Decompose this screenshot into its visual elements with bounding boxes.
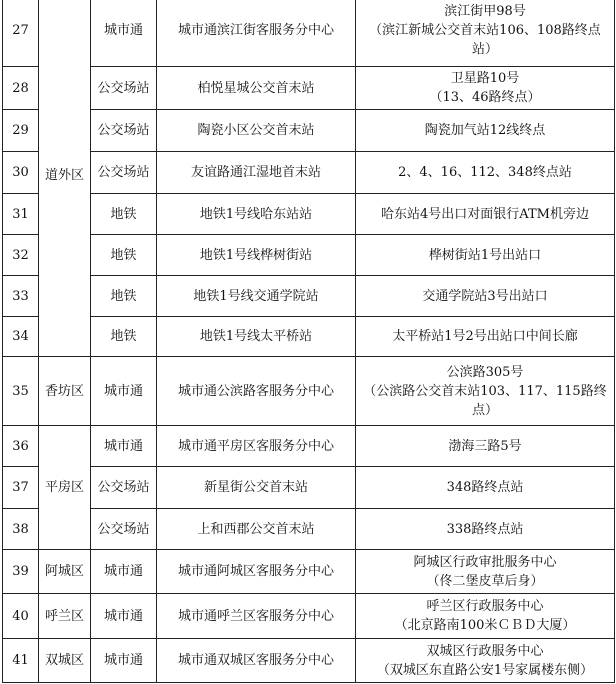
table-row	[3, 235, 615, 276]
address-line: （13、46路终点）	[429, 90, 541, 105]
service-type: 公交场站	[91, 110, 157, 152]
address-line: （佟二堡皮草后身）	[426, 573, 544, 589]
district-cell: 双城区	[39, 639, 91, 683]
service-type: 城市通	[91, 594, 157, 639]
service-point-name: 城市通滨江街客服务分中心	[157, 0, 356, 67]
row-number: 33	[3, 276, 39, 317]
service-point-name: 地铁1号线桦树街站	[157, 235, 356, 276]
service-type: 城市通	[91, 639, 157, 683]
table-row	[3, 194, 615, 235]
address-line: 公滨路305号	[446, 364, 524, 380]
service-point-name: 柏悦星城公交首末站	[157, 67, 356, 110]
service-point-address	[356, 426, 615, 467]
service-point-address	[356, 357, 615, 426]
service-point-address	[356, 235, 615, 276]
table-row	[3, 110, 615, 152]
district-cell: 呼兰区	[39, 594, 91, 639]
table-row	[3, 639, 615, 683]
table-row	[3, 317, 615, 357]
row-number: 29	[3, 110, 39, 152]
service-point-name: 陶瓷小区公交首末站	[157, 110, 356, 152]
service-point-name: 城市通阿城区客服务分中心	[157, 550, 356, 594]
table-row	[3, 152, 615, 194]
service-type: 城市通	[91, 550, 157, 594]
service-point-name: 地铁1号线哈东站站	[157, 194, 356, 235]
row-number: 36	[3, 426, 39, 467]
row-number: 31	[3, 194, 39, 235]
service-type: 地铁	[91, 317, 157, 357]
service-point-address	[356, 467, 615, 509]
table-row	[3, 67, 615, 110]
table-row	[3, 0, 615, 67]
row-number: 35	[3, 357, 39, 426]
service-type: 城市通	[91, 0, 157, 67]
table-row	[3, 357, 615, 426]
service-point-address	[356, 594, 615, 639]
service-point-name: 城市通平房区客服务分中心	[157, 426, 356, 467]
service-type: 公交场站	[91, 152, 157, 194]
table-row	[3, 509, 615, 550]
district-cell: 平房区	[39, 426, 91, 550]
table-row	[3, 594, 615, 639]
service-point-address	[356, 276, 615, 317]
address-line: 卫星路10号	[450, 71, 520, 86]
address-line: 阿城区行政审批服务中心	[413, 554, 557, 570]
address-line: 点）	[471, 402, 498, 418]
address-line: 2、4、16、112、348终点站	[398, 165, 572, 180]
address-line: 348路终点站	[446, 480, 524, 495]
service-point-address	[356, 317, 615, 357]
table-row	[3, 467, 615, 509]
row-number: 41	[3, 639, 39, 683]
address-line: 338路终点站	[446, 521, 524, 537]
row-number: 39	[3, 550, 39, 594]
service-type: 城市通	[91, 426, 157, 467]
address-line: 桦树街站1号出站口	[428, 247, 542, 263]
address-line: 滨江街甲98号	[444, 4, 526, 19]
address-line: 哈东站4号出口对面银行ATM机旁边	[381, 206, 589, 222]
table-row	[3, 550, 615, 594]
service-point-name: 地铁1号线太平桥站	[157, 317, 356, 357]
row-number: 32	[3, 235, 39, 276]
service-point-address	[356, 639, 615, 683]
service-point-name: 城市通双城区客服务分中心	[157, 639, 356, 683]
address-line: （公滨路公交首末站103、117、115路终	[363, 383, 607, 399]
service-point-address	[356, 67, 615, 110]
row-number: 30	[3, 152, 39, 194]
service-point-name: 新星街公交首末站	[157, 467, 356, 509]
service-point-name: 地铁1号线交通学院站	[157, 276, 356, 317]
service-type: 公交场站	[91, 467, 157, 509]
service-point-name: 上和西郡公交首末站	[157, 509, 356, 550]
district-cell: 道外区	[39, 0, 91, 357]
service-point-address	[356, 152, 615, 194]
table-row	[3, 426, 615, 467]
service-point-table	[2, 0, 615, 683]
service-point-name: 友谊路通江湿地首末站	[157, 152, 356, 194]
service-point-name: 城市通公滨路客服务分中心	[157, 357, 356, 426]
row-number: 37	[3, 467, 39, 509]
service-type: 地铁	[91, 194, 157, 235]
district-cell: 阿城区	[39, 550, 91, 594]
service-type: 地铁	[91, 276, 157, 317]
address-line: 双城区行政服务中心	[426, 643, 544, 659]
district-cell: 香坊区	[39, 357, 91, 426]
address-line: 呼兰区行政服务中心	[426, 599, 544, 614]
service-type: 城市通	[91, 357, 157, 426]
row-number: 28	[3, 67, 39, 110]
row-number: 38	[3, 509, 39, 550]
service-point-address	[356, 509, 615, 550]
address-line: 站）	[471, 42, 498, 57]
service-point-address	[356, 194, 615, 235]
service-type: 地铁	[91, 235, 157, 276]
service-point-address	[356, 110, 615, 152]
address-line: （滨江新城公交首末站106、108路终点	[369, 23, 601, 38]
address-line: 太平桥站1号2号出站口中间长廊	[392, 329, 578, 344]
address-line: 交通学院站3号出站口	[422, 288, 548, 304]
address-line: 渤海三路5号	[448, 438, 522, 454]
service-point-address	[356, 550, 615, 594]
service-type: 公交场站	[91, 67, 157, 110]
row-number: 40	[3, 594, 39, 639]
service-point-address	[356, 0, 615, 67]
address-line: 陶瓷加气站12线终点	[424, 123, 546, 138]
row-number: 34	[3, 317, 39, 357]
address-line: （北京路南100米ＣＢＤ大厦）	[394, 618, 576, 633]
service-point-name: 城市通呼兰区客服务分中心	[157, 594, 356, 639]
table-row	[3, 276, 615, 317]
service-type: 公交场站	[91, 509, 157, 550]
address-line: （双城区东直路公安1号家属楼东侧）	[376, 662, 594, 678]
row-number: 27	[3, 0, 39, 67]
